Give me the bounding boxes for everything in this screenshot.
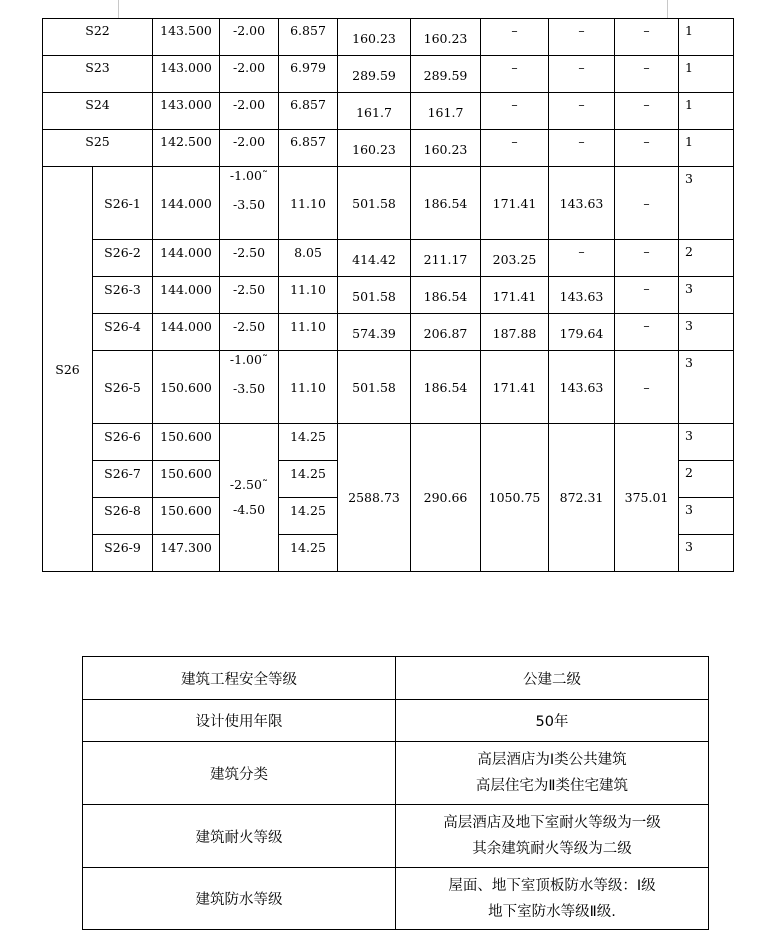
value-cell: 160.23 (411, 130, 481, 167)
elevation-cell: 150.600 (153, 498, 220, 535)
value-cell: – (481, 19, 549, 56)
table-row (83, 742, 709, 805)
value-cell: 160.23 (338, 19, 411, 56)
table-row (43, 19, 734, 56)
depth-cell: -2.00 (220, 93, 279, 130)
property-value-line: 屋面、地下室顶板防水等级：Ⅰ级 (448, 877, 656, 894)
depth-cell: -2.00 (220, 19, 279, 56)
table-row (43, 56, 734, 93)
value-cell: – (615, 277, 679, 314)
depth-range-start: -1.00˜ (229, 352, 269, 367)
property-value (396, 742, 709, 805)
elevation-cell: 143.500 (153, 19, 220, 56)
rank-cell: 3 (679, 424, 734, 461)
depth-cell (220, 424, 279, 572)
value-cell: 872.31 (549, 424, 615, 572)
height-cell: 14.25 (279, 535, 338, 572)
depth-cell (220, 167, 279, 240)
rank-cell: 2 (679, 240, 734, 277)
value-cell: 171.41 (481, 277, 549, 314)
value-cell: 501.58 (338, 277, 411, 314)
rank-cell: 3 (679, 314, 734, 351)
value-cell: 574.39 (338, 314, 411, 351)
value-cell: – (615, 56, 679, 93)
value-cell: 186.54 (411, 277, 481, 314)
row-id: S24 (43, 93, 153, 130)
value-cell: 186.54 (411, 167, 481, 240)
elevation-cell: 150.600 (153, 351, 220, 424)
value-cell: – (549, 56, 615, 93)
rank-cell: 1 (679, 130, 734, 167)
property-value: 50年 (396, 700, 709, 742)
height-cell: 11.10 (279, 167, 338, 240)
value-cell: – (481, 56, 549, 93)
group-label: S26 (43, 167, 93, 572)
rank-cell: 1 (679, 19, 734, 56)
rank-cell: 1 (679, 56, 734, 93)
value-cell: 186.54 (411, 351, 481, 424)
table-row (83, 868, 709, 930)
property-value (396, 868, 709, 930)
depth-cell: -2.00 (220, 56, 279, 93)
elevation-cell: 144.000 (153, 277, 220, 314)
elevation-cell: 147.300 (153, 535, 220, 572)
table-row (43, 277, 734, 314)
property-value (396, 805, 709, 868)
height-cell: 6.857 (279, 93, 338, 130)
value-cell: 290.66 (411, 424, 481, 572)
depth-cell: -2.50 (220, 240, 279, 277)
value-cell: – (615, 167, 679, 240)
value-cell: – (549, 19, 615, 56)
depth-range-start: -1.00˜ (229, 168, 269, 183)
height-cell: 14.25 (279, 461, 338, 498)
height-cell: 14.25 (279, 424, 338, 461)
value-cell: – (615, 314, 679, 351)
property-value-line: 地下室防水等级Ⅱ级. (488, 903, 616, 920)
value-cell: 375.01 (615, 424, 679, 572)
table-row (43, 424, 734, 461)
height-cell: 8.05 (279, 240, 338, 277)
table-row (83, 805, 709, 868)
table-row (43, 167, 734, 240)
rank-cell: 3 (679, 535, 734, 572)
height-cell: 11.10 (279, 351, 338, 424)
row-id: S26-7 (93, 461, 153, 498)
height-cell: 6.979 (279, 56, 338, 93)
row-id: S26-4 (93, 314, 153, 351)
elevation-cell: 144.000 (153, 167, 220, 240)
value-cell: 211.17 (411, 240, 481, 277)
row-id: S22 (43, 19, 153, 56)
elevation-cell: 142.500 (153, 130, 220, 167)
value-cell: 143.63 (549, 167, 615, 240)
value-cell: 203.25 (481, 240, 549, 277)
height-cell: 11.10 (279, 314, 338, 351)
table-row (83, 657, 709, 700)
value-cell: – (549, 130, 615, 167)
page-margin-mark-left (118, 0, 119, 18)
property-value-line: 高层住宅为Ⅱ类住宅建筑 (475, 778, 629, 794)
value-cell: – (615, 19, 679, 56)
depth-range-end: -3.50 (232, 381, 266, 397)
value-cell: – (481, 93, 549, 130)
table-row (43, 130, 734, 167)
elevation-cell: 143.000 (153, 93, 220, 130)
depth-cell: -2.50 (220, 314, 279, 351)
row-id: S26-2 (93, 240, 153, 277)
value-cell: 187.88 (481, 314, 549, 351)
value-cell: – (615, 240, 679, 277)
height-cell: 6.857 (279, 19, 338, 56)
value-cell: 143.63 (549, 351, 615, 424)
table-row (43, 240, 734, 277)
row-id: S26-1 (93, 167, 153, 240)
rank-cell: 1 (679, 93, 734, 130)
value-cell: 160.23 (411, 19, 481, 56)
value-cell: – (615, 93, 679, 130)
row-id: S26-3 (93, 277, 153, 314)
building-classification-table (82, 656, 709, 930)
elevation-cell: 144.000 (153, 314, 220, 351)
depth-cell (220, 351, 279, 424)
value-cell: 289.59 (338, 56, 411, 93)
row-id: S26-9 (93, 535, 153, 572)
table-row (43, 93, 734, 130)
value-cell: 206.87 (411, 314, 481, 351)
row-id: S26-6 (93, 424, 153, 461)
property-value-line: 高层酒店为Ⅰ类公共建筑 (477, 752, 627, 768)
value-cell: 171.41 (481, 351, 549, 424)
property-label: 建筑耐火等级 (83, 805, 396, 868)
rank-cell: 3 (679, 351, 734, 424)
property-label: 建筑防水等级 (83, 868, 396, 930)
table-row (43, 314, 734, 351)
value-cell: 161.7 (338, 93, 411, 130)
height-cell: 6.857 (279, 130, 338, 167)
height-cell: 11.10 (279, 277, 338, 314)
value-cell: 171.41 (481, 167, 549, 240)
property-value-line: 其余建筑耐火等级为二级 (472, 841, 632, 857)
property-label: 建筑分类 (83, 742, 396, 805)
value-cell: – (549, 240, 615, 277)
row-id: S26-8 (93, 498, 153, 535)
value-cell: 289.59 (411, 56, 481, 93)
row-id: S25 (43, 130, 153, 167)
value-cell: – (481, 130, 549, 167)
value-cell: – (549, 93, 615, 130)
value-cell: 414.42 (338, 240, 411, 277)
value-cell: – (615, 351, 679, 424)
depth-range-end: -3.50 (232, 197, 266, 213)
elevation-cell: 150.600 (153, 424, 220, 461)
height-cell: 14.25 (279, 498, 338, 535)
value-cell: 160.23 (338, 130, 411, 167)
property-label: 设计使用年限 (83, 700, 396, 742)
elevation-cell: 150.600 (153, 461, 220, 498)
value-cell: 2588.73 (338, 424, 411, 572)
elevation-cell: 144.000 (153, 240, 220, 277)
value-cell: 179.64 (549, 314, 615, 351)
property-label: 建筑工程安全等级 (83, 657, 396, 700)
table-row (83, 700, 709, 742)
elevation-cell: 143.000 (153, 56, 220, 93)
foundation-data-table (42, 18, 734, 572)
property-value-line: 高层酒店及地下室耐火等级为一级 (443, 815, 661, 831)
depth-range-start: -2.50˜ (229, 476, 269, 492)
page-margin-mark-right (667, 0, 668, 18)
table-row (43, 351, 734, 424)
rank-cell: 3 (679, 277, 734, 314)
rank-cell: 3 (679, 498, 734, 535)
value-cell: 501.58 (338, 351, 411, 424)
rank-cell: 3 (679, 167, 734, 240)
value-cell: 501.58 (338, 167, 411, 240)
value-cell: 1050.75 (481, 424, 549, 572)
value-cell: 143.63 (549, 277, 615, 314)
value-cell: 161.7 (411, 93, 481, 130)
rank-cell: 2 (679, 461, 734, 498)
depth-range-end: -4.50 (232, 502, 266, 518)
row-id: S26-5 (93, 351, 153, 424)
value-cell: – (615, 130, 679, 167)
depth-cell: -2.00 (220, 130, 279, 167)
depth-cell: -2.50 (220, 277, 279, 314)
row-id: S23 (43, 56, 153, 93)
property-value: 公建二级 (396, 657, 709, 700)
